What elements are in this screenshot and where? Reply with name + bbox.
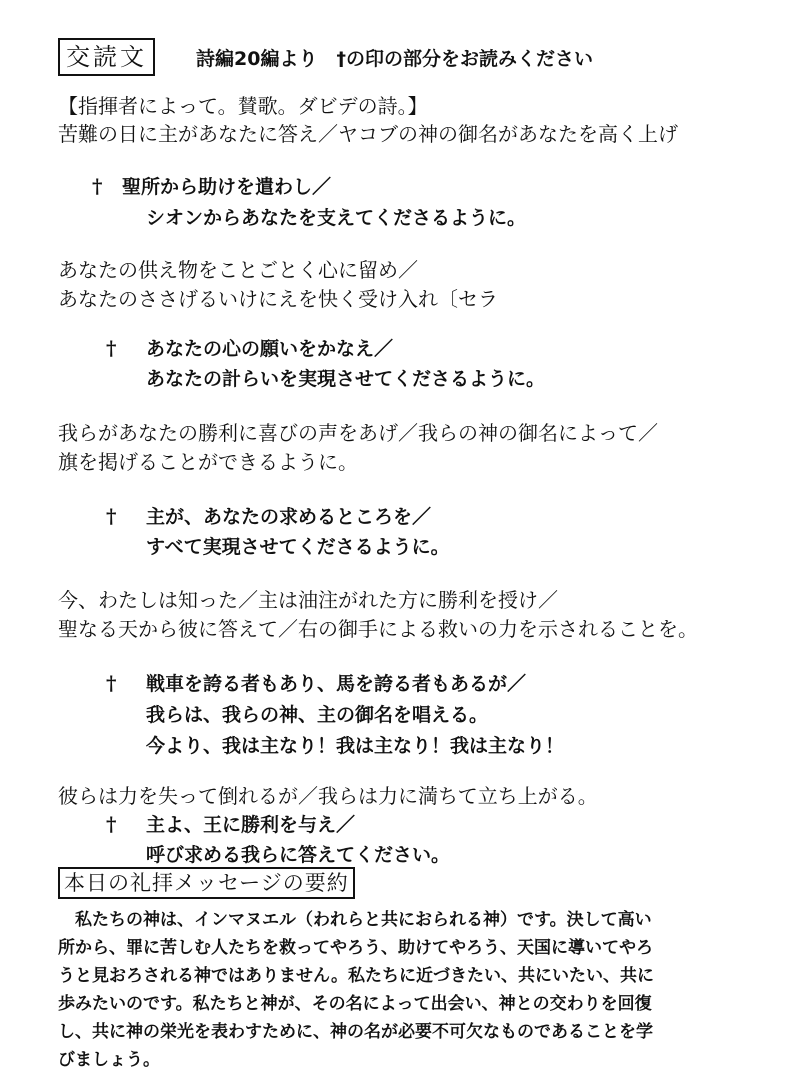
summary-line: うと見おろされる神ではありません。私たちに近づきたい、共にいたい、共に [58,966,655,986]
people-line: 今、わたしは知った／主は油注がれた方に勝利を授け／ [58,588,558,612]
people-line: 彼らは力を失って倒れるが／我らは力に満ちて立ち上がる。 [58,784,598,808]
people-line: あなたのささげるいけにえを快く受け入れ〔セラ [58,287,498,311]
response-line: 今より、我は主なり！我は主なり！我は主なり！ [146,735,565,757]
dagger-mark: † [106,671,117,695]
dagger-mark: † [106,336,117,360]
summary-line: びましょう。 [58,1050,160,1070]
sermon-summary-title: 本日の礼拝メッセージの要約 [58,867,355,899]
response-line: 呼び求める我らに答えてください。 [146,844,451,866]
response-line: 主よ、王に勝利を与え／ [146,814,356,836]
people-line: 旗を掲げることができるように。 [58,450,358,474]
response-line: 主が、あなたの求めるところを／ [146,506,432,528]
summary-line: し、共に神の栄光を表わすために、神の名が必要不可欠なものであることを学 [58,1022,653,1042]
response-line: 我らは、我らの神、主の御名を唱える。 [146,704,489,726]
dagger-mark: † [106,504,117,528]
responsive-reading-title: 交読文 [58,38,155,76]
response-line: 聖所から助けを遣わし／ [122,176,332,198]
summary-line: 所から、罪に苦しむ人たちを救ってやろう、助けてやろう、天国に導いてやろ [58,938,653,958]
people-line: あなたの供え物をことごとく心に留め／ [58,258,418,282]
people-line: 苦難の日に主があなたに答え／ヤコブの神の御名があなたを高く上げ [58,122,678,146]
summary-line: 歩みたいのです。私たちと神が、その名によって出会い、神との交わりを回復 [58,994,652,1014]
people-line: 聖なる天から彼に答えて／右の御手による救いの力を示されることを。 [58,617,698,641]
dagger-mark: † [106,812,117,836]
reading-instruction: 詩編20編より †の印の部分をお読みください [196,48,593,70]
response-line: あなたの心の願いをかなえ／ [146,338,394,360]
response-line: シオンからあなたを支えてくださるように。 [146,207,527,229]
response-line: あなたの計らいを実現させてくださるように。 [146,368,546,390]
response-line: 戦車を誇る者もあり、馬を誇る者もあるが／ [146,673,527,695]
response-line: すべて実現させてくださるように。 [146,536,450,558]
people-line: 我らがあなたの勝利に喜びの声をあげ／我らの神の御名によって／ [58,421,658,445]
psalm-superscription: 【指揮者によって。賛歌。ダビデの詩。】 [58,94,428,118]
summary-line: 私たちの神は、インマヌエル（われらと共におられる神）です。決して高い [58,910,652,930]
dagger-mark: † [92,174,103,198]
